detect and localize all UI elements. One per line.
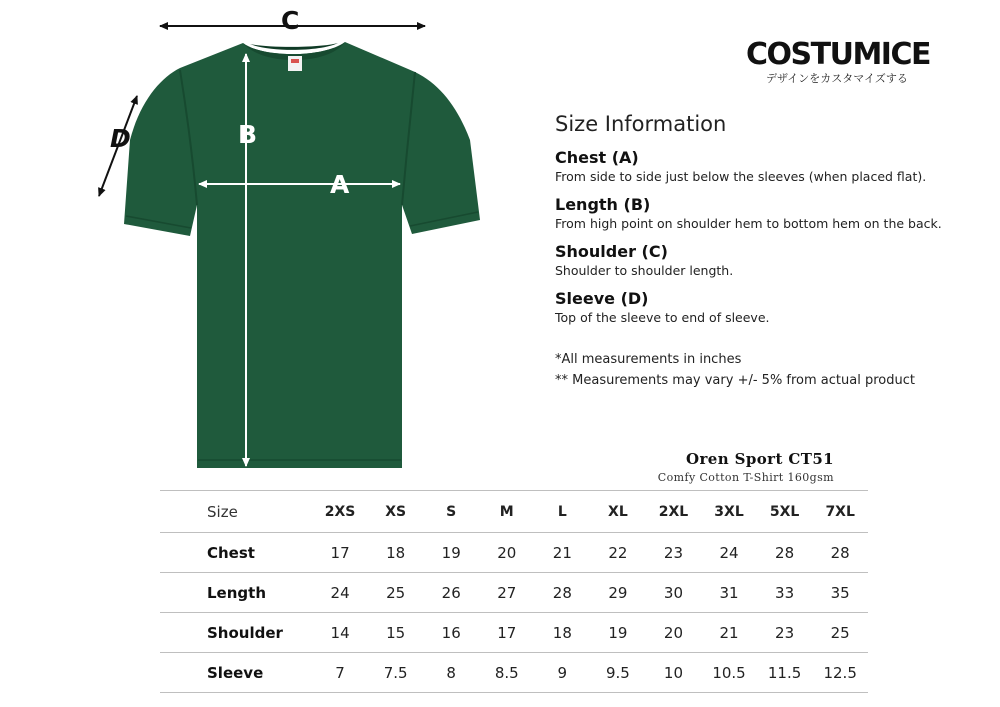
measurement-notes (555, 349, 985, 391)
table-cell: 14 (312, 613, 368, 653)
table-row-length (160, 573, 868, 613)
brand-name: COSTUMICE (746, 37, 930, 72)
table-cell: 25 (368, 573, 424, 613)
brand-logo (746, 38, 936, 86)
table-cell: 11.5 (757, 653, 813, 693)
table-cell: 30 (646, 573, 702, 613)
table-header-size: Size (160, 491, 312, 533)
table-cell: 22 (590, 533, 646, 573)
table-cell: 26 (423, 573, 479, 613)
info-item-title: Shoulder (C) (555, 242, 668, 261)
table-cell: 20 (479, 533, 535, 573)
product-heading (658, 448, 834, 486)
table-cell: 10.5 (701, 653, 757, 693)
tshirt-diagram (0, 0, 520, 480)
info-item-length (555, 195, 985, 233)
size-header: 5XL (757, 491, 813, 533)
dimension-label-a: A (330, 170, 350, 199)
note-variance: ** Measurements may vary +/- 5% from actual product (555, 373, 915, 388)
table-cell: 18 (368, 533, 424, 573)
table-cell: 23 (757, 613, 813, 653)
info-item-shoulder (555, 242, 985, 280)
table-cell: 10 (646, 653, 702, 693)
table-cell: 23 (646, 533, 702, 573)
dimension-label-c: C (281, 6, 300, 35)
info-item-chest (555, 148, 985, 186)
tshirt-illustration (0, 0, 520, 480)
table-cell: 15 (368, 613, 424, 653)
row-label: Chest (160, 533, 312, 573)
table-cell: 17 (479, 613, 535, 653)
table-cell: 17 (312, 533, 368, 573)
info-item-sleeve (555, 289, 985, 327)
size-header: 2XS (312, 491, 368, 533)
table-cell: 9.5 (590, 653, 646, 693)
note-units: *All measurements in inches (555, 352, 742, 367)
table-cell: 7 (312, 653, 368, 693)
size-header: 2XL (646, 491, 702, 533)
table-cell: 29 (590, 573, 646, 613)
table-cell: 28 (812, 533, 868, 573)
table-cell: 21 (701, 613, 757, 653)
table-cell: 27 (479, 573, 535, 613)
row-label: Length (160, 573, 312, 613)
brand-tagline: デザインをカスタマイズする (766, 72, 908, 85)
size-header: XL (590, 491, 646, 533)
size-header: L (535, 491, 591, 533)
table-cell: 21 (535, 533, 591, 573)
info-item-desc: Shoulder to shoulder length. (555, 263, 734, 278)
product-subtitle: Comfy Cotton T-Shirt 160gsm (657, 471, 834, 484)
dimension-label-b: B (238, 120, 258, 149)
size-table (160, 490, 868, 693)
table-cell: 24 (701, 533, 757, 573)
table-cell: 8.5 (479, 653, 535, 693)
table-cell: 24 (312, 573, 368, 613)
table-header-row (160, 491, 868, 533)
table-cell: 18 (535, 613, 591, 653)
row-label: Sleeve (160, 653, 312, 693)
table-cell: 19 (423, 533, 479, 573)
size-header: M (479, 491, 535, 533)
row-label: Shoulder (160, 613, 312, 653)
table-cell: 25 (812, 613, 868, 653)
table-cell: 7.5 (368, 653, 424, 693)
table-cell: 20 (646, 613, 702, 653)
size-header: XS (368, 491, 424, 533)
info-item-desc: From high point on shoulder hem to bottom hem on the back. (555, 216, 942, 231)
size-header: 7XL (812, 491, 868, 533)
size-header: 3XL (701, 491, 757, 533)
info-title: Size Information (555, 112, 727, 136)
table-cell: 28 (535, 573, 591, 613)
table-row-shoulder (160, 613, 868, 653)
table-cell: 19 (590, 613, 646, 653)
info-item-title: Length (B) (555, 195, 651, 214)
table-cell: 12.5 (812, 653, 868, 693)
table-row-sleeve (160, 653, 868, 693)
info-item-desc: Top of the sleeve to end of sleeve. (555, 310, 770, 325)
table-cell: 33 (757, 573, 813, 613)
table-cell: 35 (812, 573, 868, 613)
table-cell: 8 (423, 653, 479, 693)
table-row-chest (160, 533, 868, 573)
tshirt-body (124, 42, 480, 468)
table-cell: 9 (535, 653, 591, 693)
size-header: S (423, 491, 479, 533)
info-item-title: Sleeve (D) (555, 289, 649, 308)
table-cell: 31 (701, 573, 757, 613)
info-item-title: Chest (A) (555, 148, 639, 167)
neck-tag (288, 56, 302, 71)
table-cell: 16 (423, 613, 479, 653)
table-cell: 28 (757, 533, 813, 573)
dimension-label-d: D (110, 124, 131, 153)
size-information (555, 112, 985, 391)
product-name: Oren Sport CT51 (686, 450, 834, 468)
info-item-desc: From side to side just below the sleeves (when placed flat). (555, 169, 927, 184)
